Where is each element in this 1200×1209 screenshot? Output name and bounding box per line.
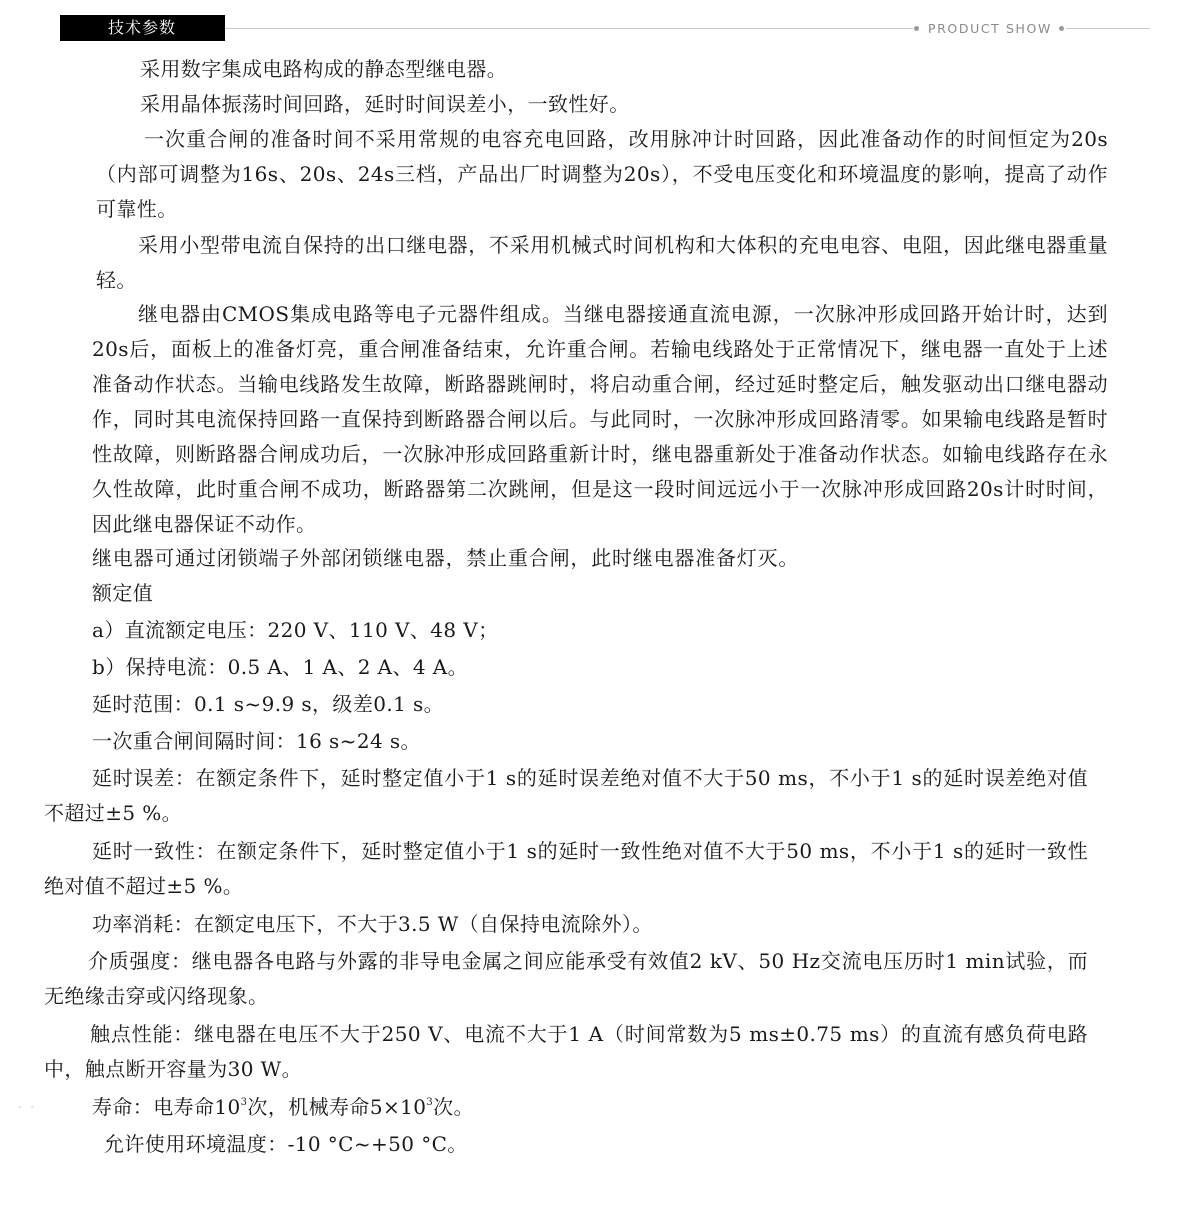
scan-artifact: - - bbox=[18, 1102, 37, 1113]
section-tab: 技术参数 bbox=[60, 15, 225, 41]
spec-item-life bbox=[92, 1090, 474, 1125]
spec-item: 介质强度：继电器各电路与外露的非导电金属之间应能承受有效值2 kV、50 Hz交流电压历时1 min试验，而无绝缘击穿或闪络现象。 bbox=[44, 949, 1088, 1008]
life-text: 寿命：电寿命10 bbox=[92, 1095, 241, 1119]
spec-item: a）直流额定电压：220 V、110 V、48 V； bbox=[92, 618, 499, 642]
interlock-paragraph: 继电器可通过闭锁端子外部闭锁继电器，禁止重合闸，此时继电器准备灯灭。 bbox=[92, 546, 800, 570]
spec-item: 允许使用环境温度：-10 °C~+50 °C。 bbox=[104, 1132, 468, 1156]
life-text: 次。 bbox=[433, 1095, 474, 1119]
exponent: 3 bbox=[426, 1097, 434, 1108]
operation-paragraph: 继电器由CMOS集成电路等电子元器件组成。当继电器接通直流电源，一次脉冲形成回路开始计时，达到20s后，面板上的准备灯亮，重合闸准备结束，允许重合闸。若输电线路处于正常情况下，继电器一直处于上述准备动作状态。当输电线路发生故障，断路器跳闸时，将启动重合闸，经过延时整定后，触发驱动出口继电器动作，同时其电流保持回路一直保持到断路器合闸以后。与此同时，一次脉冲形成回路清零。如果输电线路是暂时性故障，则断路器合闸成功后，一次脉冲形成回路重新计时，继电器重新处于准备动作状态。如输电线路存在永久性故障，此时重合闸不成功，断路器第二次跳闸，但是这一段时间远远小于一次脉冲形成回路20s计时时间，因此继电器保证不动作。 bbox=[92, 302, 1108, 536]
feature-paragraph: 采用小型带电流自保持的出口继电器，不采用机械式时间机构和大体积的充电电容、电阻，因此继电器重量轻。 bbox=[96, 233, 1108, 292]
spec-item: 一次重合闸间隔时间：16 s~24 s。 bbox=[92, 729, 421, 753]
header-divider bbox=[225, 28, 913, 29]
spec-heading: 额定值 bbox=[92, 581, 154, 605]
header-dot bbox=[1059, 26, 1064, 31]
spec-item: 功率消耗：在额定电压下，不大于3.5 W（自保持电流除外）。 bbox=[92, 912, 653, 936]
spec-item: 延时误差：在额定条件下，延时整定值小于1 s的延时误差绝对值不大于50 ms，不小于1 s的延时误差绝对值不超过±5 %。 bbox=[44, 766, 1088, 825]
spec-item: b）保持电流：0.5 A、1 A、2 A、4 A。 bbox=[92, 655, 468, 679]
spec-item: 触点性能：继电器在电压不大于250 V、电流不大于1 A（时间常数为5 ms±0.75 ms）的直流有感负荷电路中，触点断开容量为30 W。 bbox=[44, 1022, 1088, 1081]
product-show-label: PRODUCT SHOW bbox=[928, 21, 1052, 36]
feature-paragraph: 一次重合闸的准备时间不采用常规的电容充电回路，改用脉冲计时回路，因此准备动作的时间恒定为20s（内部可调整为16s、20s、24s三档，产品出厂时调整为20s），不受电压变化和环境温度的影响，提高了动作可靠性。 bbox=[96, 127, 1108, 221]
feature-paragraph: 采用晶体振荡时间回路，延时时间误差小，一致性好。 bbox=[140, 92, 630, 116]
feature-paragraph: 采用数字集成电路构成的静态型继电器。 bbox=[140, 57, 508, 81]
header-divider bbox=[1066, 28, 1150, 29]
header-dot bbox=[914, 26, 919, 31]
spec-item: 延时范围：0.1 s~9.9 s，级差0.1 s。 bbox=[92, 692, 445, 716]
life-text: 次，机械寿命5×10 bbox=[247, 1095, 427, 1119]
spec-item: 延时一致性：在额定条件下，延时整定值小于1 s的延时一致性绝对值不大于50 ms，不小于1 s的延时一致性绝对值不超过±5 %。 bbox=[44, 839, 1088, 898]
exponent: 3 bbox=[240, 1097, 248, 1108]
